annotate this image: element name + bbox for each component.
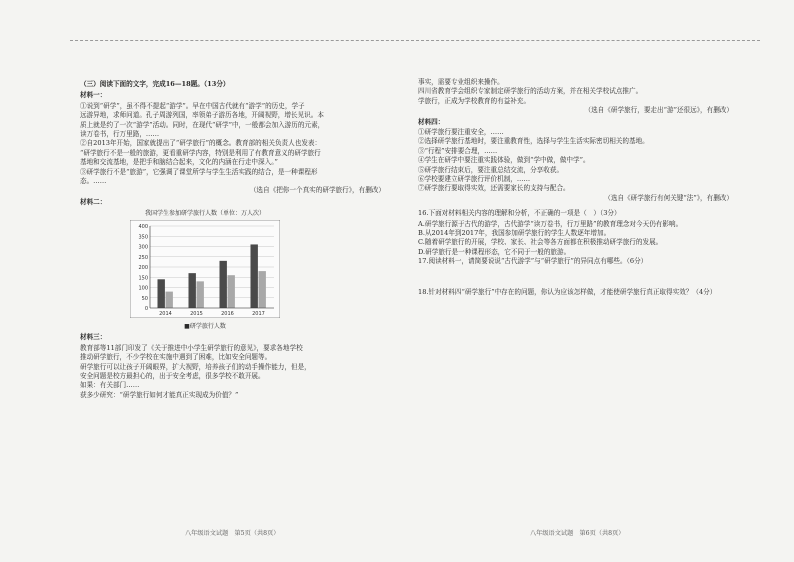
section-title: （三）阅读下面的文字，完成16—18题。（13分） — [80, 80, 230, 88]
text-line: ⑥学校要建立研学旅行评价机制，…… — [418, 174, 531, 183]
text-line: “研学旅行不是一般的旅游，更看重研学内容，特别是利用了有教育意义的研学旅行 — [80, 148, 321, 157]
text-line: ②选择研学旅行基地时，要注重教育性，选择与学生生活实际密切相关的基地。 — [418, 137, 649, 146]
text-line: 远游异地，求师问道。孔子周游列国，率领弟子游历各地，开阔视野，增长见识。本 — [80, 111, 324, 120]
left-column — [80, 78, 385, 400]
left-page-footer: 八年级语文试题 第5页（共8页） — [185, 530, 280, 537]
material-three-title: 材料三： — [80, 333, 107, 342]
right-page-footer: 八年级语文试题 第6页（共8页） — [530, 530, 625, 537]
question-17: 17.阅读材料一，请简要说说“古代游学”与“研学旅行”的异同点有哪些。（6分） — [418, 257, 648, 266]
text-line: 如果：有关部门…… — [80, 381, 140, 390]
y-tick-label: 0 — [144, 305, 148, 312]
text-line: 安全问题是校方最担心的，出于安全考虑，很多学校不敢开展。 — [80, 371, 265, 380]
text-line: 教育部等11部门印发了《关于推进中小学生研学旅行的意见》，要求各地学校 — [80, 343, 303, 352]
bar-2015-1 — [197, 281, 204, 308]
y-tick-label: 300 — [138, 244, 148, 251]
y-tick-label: 150 — [138, 274, 148, 281]
bar-2017-0 — [251, 244, 258, 308]
question-18: 18.针对材料四“研学旅行”中存在的问题，你认为应该怎样做，才能使研学旅行真正取得实效？（4分） — [418, 287, 717, 296]
option-b: B.从2014年到2017年，我国参加研学旅行的学生人数逐年增加。 — [418, 228, 611, 237]
text-line: 推动研学旅行，不少学校在实施中遇到了困难，比如安全问题等。 — [80, 353, 272, 362]
material-four-text — [418, 128, 733, 194]
right-column — [418, 78, 733, 298]
bar-2016-1 — [228, 275, 235, 308]
material-three-text — [80, 344, 385, 400]
top-dashed-line — [70, 40, 760, 41]
text-line: 事实，需要专业组织来操作。 — [418, 78, 504, 86]
right-top-text — [418, 78, 733, 106]
option-a: A.研学旅行源于古代的游学，古代游学“读万卷书，行万里路”的教育理念对今天仍有影响。 — [418, 219, 683, 228]
material-one-title: 材料一： — [80, 91, 107, 100]
bar-2014-1 — [166, 291, 173, 307]
x-tick-label: 2017 — [252, 310, 265, 317]
x-tick-label: 2015 — [190, 310, 203, 317]
bar-2015-0 — [189, 273, 196, 308]
text-line: ④学生在研学中要注重实践体验，做到“学中做，做中学”。 — [418, 156, 590, 165]
y-tick-label: 400 — [138, 223, 148, 230]
y-tick-label: 200 — [138, 264, 148, 271]
material-four-title: 材料四： — [418, 117, 445, 126]
text-line: 质上就是约了一次“游学”活动。同时，在现代“研学”中，一般都会加入游历的元素， — [80, 120, 325, 129]
material-one-text — [80, 102, 385, 187]
chart-caption: ■研学旅行人数 — [184, 322, 226, 330]
bar-2016-0 — [220, 260, 227, 307]
text-line: ①研学旅行要注重安全，…… — [418, 127, 504, 136]
material-two-title: 材料二： — [80, 197, 107, 206]
option-c: C.随着研学旅行的开展，学校、家长、社会等各方面都在积极推动研学旅行的发展。 — [418, 238, 663, 247]
bar-2017-1 — [259, 271, 266, 308]
y-tick-label: 50 — [141, 295, 148, 302]
text-line: 学旅行，正成为学校教育的有益补充。 — [418, 96, 531, 105]
text-line: ⑦研学旅行要取得实效，还需要家长的支持与配合。 — [418, 184, 570, 193]
text-line: 研学旅行可以让孩子开阔眼界，扩大视野，培养孩子们的动手操作能力，但是， — [80, 362, 311, 371]
question-16-options — [418, 220, 733, 258]
text-line: 四川省教育学会组织专家制定研学旅行的活动方案，并在相关学校试点推广。 — [418, 87, 643, 96]
chart-title: 我国学生参加研学旅行人数（单位：万人次） — [144, 210, 265, 218]
bar-2014-0 — [158, 279, 165, 308]
text-line: 获多少研究：“研学旅行如何才能真正实现成为价值？” — [80, 390, 239, 399]
material-one-source: （选自《把你一个真实的研学旅行》，有删改） — [249, 186, 385, 195]
option-d: D.研学旅行是一种课程形态，它不同于一般的旅游。 — [418, 247, 571, 256]
y-tick-label: 100 — [138, 285, 148, 292]
y-tick-label: 250 — [138, 254, 148, 261]
y-tick-label: 350 — [138, 233, 148, 240]
text-line: ②自2013年开始，国家就提出了“研学旅行”的概念。教育部的相关负责人也发表： — [80, 139, 322, 148]
right-top-source: （选自《研学旅行，要走出“游”还很远》，有删改） — [584, 106, 733, 115]
x-tick-label: 2014 — [159, 310, 172, 317]
text-line: 态。…… — [80, 176, 107, 185]
text-line: ⑤研学旅行结束后，要注重总结交流，分享收获。 — [418, 165, 564, 174]
question-16: 16.下面对材料相关内容的理解和分析，不正确的一项是（ ）（3分） — [418, 209, 621, 218]
chart-svg — [130, 220, 280, 318]
text-line: ①说到“研学”，虽不得不提起“游学”。早在中国古代就有“游学”的历史，学子 — [80, 101, 305, 110]
text-line: 读万卷书，行万里路，…… — [80, 129, 160, 138]
text-line: ③研学旅行不是“旅游”，它强调了课堂所学与学生生活实践的结合，是一种课程形 — [80, 167, 318, 176]
material-four-source: （选自《研学旅行有何关键“法”》，有删改） — [604, 193, 733, 202]
x-tick-label: 2016 — [221, 310, 234, 317]
text-line: 基地和交流基地，是把手和脑结合起来，文化的内涵在行走中深入。” — [80, 158, 278, 167]
bar-chart — [130, 209, 280, 331]
text-line: ③“行程”安排要合理，…… — [418, 146, 498, 155]
